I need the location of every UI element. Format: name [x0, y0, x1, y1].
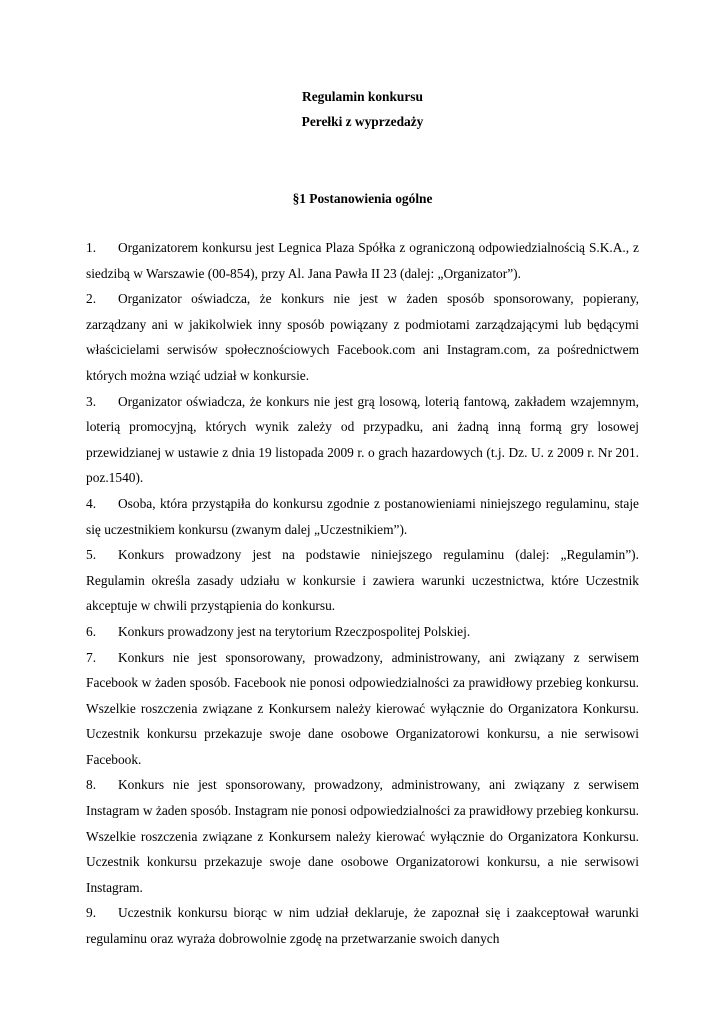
list-item — [86, 491, 639, 542]
item-text: Konkurs nie jest sponsorowany, prowadzony, administrowany, ani związany z serwisem Instagram w żaden sposób. Instagram nie ponosi odpowiedzialności za prawidłowy przebieg konkursu. Wszelkie roszczenia związane z Konkursem należy kierować wyłącznie do Organizatora Konkursu. Uczestnik konkursu przekazuje swoje dane osobowe Organizatorowi konkursu, a nie serwisowi Instagram. — [86, 777, 639, 895]
list-item — [86, 542, 639, 619]
title-block — [86, 84, 639, 134]
item-list — [86, 235, 639, 952]
item-text: Organizator oświadcza, że konkurs nie jest w żaden sposób sponsorowany, popierany, zarządzany ani w jakikolwiek inny sposób powiązany z podmiotami zarządzającymi lub będącymi właścicielami serwisów społecznościowych Facebook.com ani Instagram.com, za pośrednictwem których można wziąć udział w konkursie. — [86, 291, 639, 383]
item-number: 3. — [86, 393, 97, 409]
item-text: Organizatorem konkursu jest Legnica Plaza Spółka z ograniczoną odpowiedzialnością S.K.A., z siedzibą w Warszawie (00-854), przy Al. Jana Pawła II 23 (dalej: „Organizator”). — [86, 240, 639, 281]
document-page — [86, 80, 639, 952]
list-item — [86, 772, 639, 900]
document-title: Regulamin konkursu — [302, 89, 423, 104]
item-number: 5. — [86, 547, 97, 563]
list-item — [86, 645, 639, 773]
document-subtitle: Perełki z wyprzedaży — [301, 114, 424, 129]
list-item — [86, 619, 639, 645]
item-number: 8. — [86, 777, 97, 793]
list-item — [86, 235, 639, 286]
section-heading: §1 Postanowienia ogólne — [292, 191, 433, 206]
item-number: 6. — [86, 623, 97, 639]
item-number: 2. — [86, 291, 97, 307]
item-number: 7. — [86, 649, 97, 665]
item-text: Konkurs nie jest sponsorowany, prowadzony, administrowany, ani związany z serwisem Facebook w żaden sposób. Facebook nie ponosi odpowiedzialności za prawidłowy przebieg konkursu. Wszelkie roszczenia związane z Konkursem należy kierować wyłącznie do Organizatora Konkursu. Uczestnik konkursu przekazuje swoje dane osobowe Organizatorowi konkursu, a nie serwisowi Facebook. — [86, 649, 639, 767]
item-text: Uczestnik konkursu biorąc w nim udział deklaruje, że zapoznał się i zaakceptował warunki regulaminu oraz wyraża dobrowolnie zgodę na przetwarzanie swoich danych — [86, 905, 639, 947]
list-item — [86, 900, 639, 951]
item-text: Konkurs prowadzony jest na podstawie niniejszego regulaminu (dalej: „Regulamin”). Regulamin określa zasady udziału w konkursie i zawiera warunki uczestnictwa, które Uczestnik akceptuje w chwili przystąpienia do konkursu. — [86, 547, 639, 614]
list-item — [86, 286, 639, 388]
item-text: Osoba, która przystąpiła do konkursu zgodnie z postanowieniami niniejszego regulaminu, staje się uczestnikiem konkursu (zwanym dalej „Uczestnikiem”). — [86, 495, 639, 537]
item-number: 4. — [86, 495, 97, 511]
item-text: Konkurs prowadzony jest na terytorium Rzeczpospolitej Polskiej. — [118, 623, 471, 639]
item-number: 1. — [86, 240, 97, 255]
list-item — [86, 389, 639, 491]
item-text: Organizator oświadcza, że konkurs nie jest grą losową, loterią fantową, zakładem wzajemnym, loterią promocyjną, których wynik zależy od przypadku, ani żadną inną formą gry losowej przewidzianej w ustawie z dnia 19 listopada 2009 r. o grach hazardowych (t.j. Dz. U. z 2009 r. Nr 201. poz.1540). — [86, 393, 639, 486]
item-number: 9. — [86, 905, 97, 921]
